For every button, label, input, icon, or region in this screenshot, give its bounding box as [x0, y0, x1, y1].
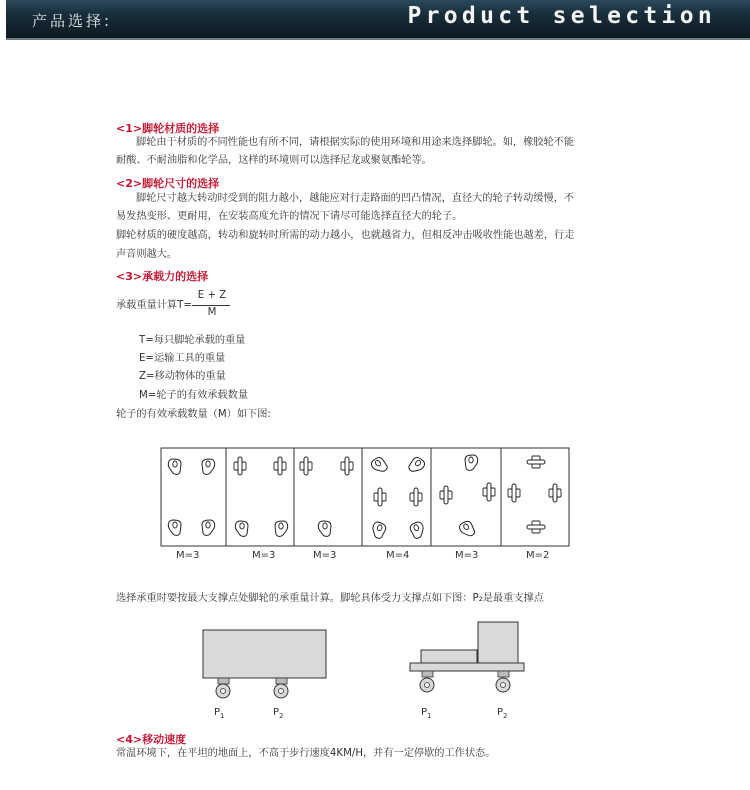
swivel-caster-icon [202, 520, 215, 535]
fixed-caster-icon [527, 521, 545, 533]
swivel-caster-icon [465, 455, 478, 470]
definition-m: M=轮子的有效承载数量 [139, 390, 249, 401]
layout-panel-2 [226, 448, 294, 546]
fixed-caster-icon [410, 488, 422, 506]
swivel-caster-icon [168, 520, 181, 535]
fixed-caster-icon [527, 456, 545, 468]
swivel-caster-icon [202, 459, 215, 474]
m-label-panel-3: M=3 [313, 550, 337, 561]
definition-t: T=每只脚轮承载的重量 [139, 335, 246, 346]
m-label-panel-2: M=3 [252, 550, 276, 561]
definition-e: E=运输工具的重量 [139, 353, 226, 364]
formula-denominator: M [207, 307, 217, 318]
definition-z: Z=移动物体的重量 [139, 371, 226, 382]
section-title-material: <1>脚轮材质的选择 [116, 122, 220, 135]
caster-wheel-icon [420, 671, 434, 692]
layout-panel-4 [362, 448, 431, 546]
fixed-caster-icon [274, 457, 286, 475]
point-label-p1-cart: $P_1$ [421, 707, 432, 720]
size-line-3: 脚轮材质的硬度越高，转动和旋转时所需的动力越小，也就越省力，但相反冲击吸收性能也越差，行走 [116, 230, 575, 241]
caster-wheel-icon [496, 671, 510, 692]
speed-line-1: 常温环境下，在平坦的地面上，不高于步行速度4KM/H，并有一定停歇的工作状态。 [116, 748, 496, 759]
swivel-caster-icon [235, 521, 248, 536]
section-title-speed: <4>移动速度 [116, 733, 187, 746]
fixed-caster-icon [549, 484, 561, 502]
m-label-panel-5: M=3 [455, 550, 479, 561]
swivel-caster-icon [370, 521, 387, 540]
formula-numerator: E + Z [197, 290, 227, 301]
swivel-caster-icon [318, 521, 331, 536]
fixed-caster-icon [440, 486, 452, 504]
material-line-2: 耐酸、不耐油脂和化学品，这样的环境则可以选择尼龙或聚氨酯轮等。 [116, 155, 432, 166]
layout-panel-3 [294, 448, 362, 546]
swivel-caster-icon [407, 455, 427, 475]
fixed-caster-icon [483, 483, 495, 501]
point-label-p2-box: $P_2$ [273, 707, 284, 720]
support-diagram-box [203, 630, 326, 698]
layout-panel-6 [501, 448, 569, 546]
fixed-caster-icon [374, 488, 386, 506]
fixed-caster-icon [300, 457, 312, 475]
point-label-p1-box: $P_1$ [214, 707, 225, 720]
swivel-caster-icon [370, 455, 390, 475]
caster-wheel-icon [216, 678, 230, 698]
swivel-caster-icon [275, 521, 288, 536]
layout-panel-5 [431, 448, 501, 546]
fixed-caster-icon [234, 457, 246, 475]
size-line-2: 易发热变形、更耐用，在安装高度允许的情况下请尽可能选择直径大的轮子。 [116, 211, 463, 222]
section-title-size: <2>脚轮尺寸的选择 [116, 177, 220, 190]
header-title-cn: 产品选择: [32, 12, 113, 30]
material-line-1: 脚轮由于材质的不同性能也有所不同，请根据实际的使用环境和用途来选择脚轮。如，橡胶轮不能 [136, 137, 575, 148]
swivel-caster-icon [409, 521, 426, 540]
support-note: 选择承重时要按最大支撑点处脚轮的承重量计算。脚轮具体受力支撑点如下图：P₂是最重支撑点 [116, 593, 544, 604]
swivel-caster-icon [458, 519, 477, 539]
section-title-load: <3>承载力的选择 [116, 270, 209, 283]
layout-panel-1 [161, 448, 226, 546]
swivel-caster-icon [168, 459, 181, 474]
caster-wheel-icon [274, 678, 288, 698]
support-diagram-cart [410, 622, 524, 692]
m-label-panel-6: M=2 [526, 550, 550, 561]
fixed-caster-icon [341, 457, 353, 475]
m-label-panel-1: M=3 [176, 550, 200, 561]
figure-intro: 轮子的有效承载数量（M）如下图: [116, 409, 271, 420]
size-line-4: 声音则越大。 [116, 249, 178, 260]
point-label-p2-cart: $P_2$ [497, 707, 508, 720]
size-line-1: 脚轮尺寸越大转动时受到的阻力越小，越能应对行走路面的凹凸情况，直径大的轮子转动缓慢，不 [136, 193, 575, 204]
formula-prefix: 承载重量计算T= [116, 300, 192, 311]
header-title-en: Product selection [407, 3, 716, 29]
m-label-panel-4: M=4 [386, 550, 410, 561]
fixed-caster-icon [508, 484, 520, 502]
